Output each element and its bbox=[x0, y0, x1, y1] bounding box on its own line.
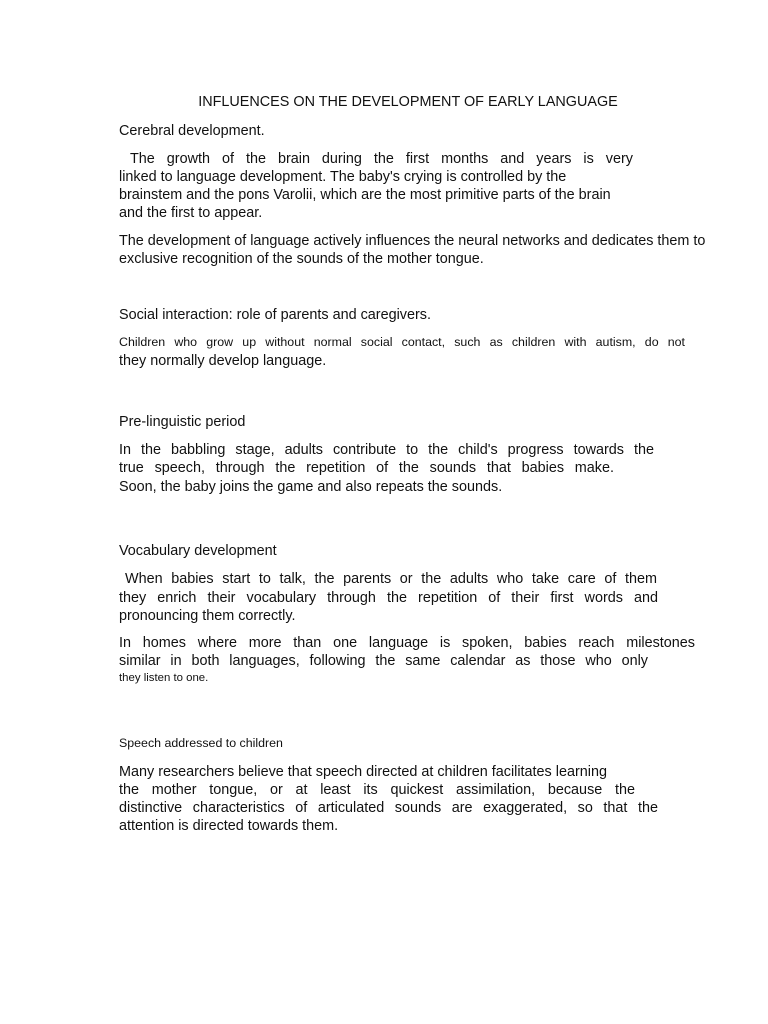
paragraph-line: they enrich their vocabulary through the repetition of their first words and bbox=[119, 590, 658, 606]
heading-pre-linguistic-period: Pre-linguistic period bbox=[119, 414, 246, 430]
paragraph-line: distinctive characteristics of articulated sounds are exaggerated, so that the bbox=[119, 800, 658, 816]
paragraph-line: When babies start to talk, the parents or the adults who take care of them bbox=[125, 571, 657, 587]
heading-speech-addressed-to-children: Speech addressed to children bbox=[119, 736, 283, 750]
paragraph-line: The development of language actively influences the neural networks and dedicates them to bbox=[119, 233, 706, 249]
paragraph-line: they normally develop language. bbox=[119, 353, 327, 369]
heading-cerebral-development: Cerebral development. bbox=[119, 123, 265, 139]
paragraph-line: true speech, through the repetition of the sounds that babies make. bbox=[119, 460, 614, 476]
paragraph-line: pronouncing them correctly. bbox=[119, 608, 296, 624]
paragraph-line: attention is directed towards them. bbox=[119, 818, 339, 834]
paragraph-line: and the first to appear. bbox=[119, 205, 263, 221]
heading-social-interaction: Social interaction: role of parents and caregivers. bbox=[119, 307, 431, 323]
paragraph-line: The growth of the brain during the first months and years is very bbox=[130, 151, 633, 167]
paragraph-line: exclusive recognition of the sounds of the mother tongue. bbox=[119, 251, 484, 267]
paragraph-line: Children who grow up without normal social contact, such as children with autism, do not bbox=[119, 335, 685, 349]
document-title: INFLUENCES ON THE DEVELOPMENT OF EARLY LANGUAGE bbox=[198, 94, 618, 110]
heading-vocabulary-development: Vocabulary development bbox=[119, 543, 277, 559]
paragraph-line: In the babbling stage, adults contribute to the child's progress towards the bbox=[119, 442, 654, 458]
paragraph-line: brainstem and the pons Varolii, which are the most primitive parts of the brain bbox=[119, 187, 611, 203]
paragraph-line: Many researchers believe that speech directed at children facilitates learning bbox=[119, 764, 607, 780]
paragraph-line: they listen to one. bbox=[119, 672, 209, 684]
paragraph-line: similar in both languages, following the same calendar as those who only bbox=[119, 653, 648, 669]
paragraph-line: In homes where more than one language is spoken, babies reach milestones bbox=[119, 635, 695, 651]
paragraph-line: linked to language development. The baby's crying is controlled by the bbox=[119, 169, 567, 185]
paragraph-line: the mother tongue, or at least its quickest assimilation, because the bbox=[119, 782, 635, 798]
paragraph-line: Soon, the baby joins the game and also repeats the sounds. bbox=[119, 479, 503, 495]
